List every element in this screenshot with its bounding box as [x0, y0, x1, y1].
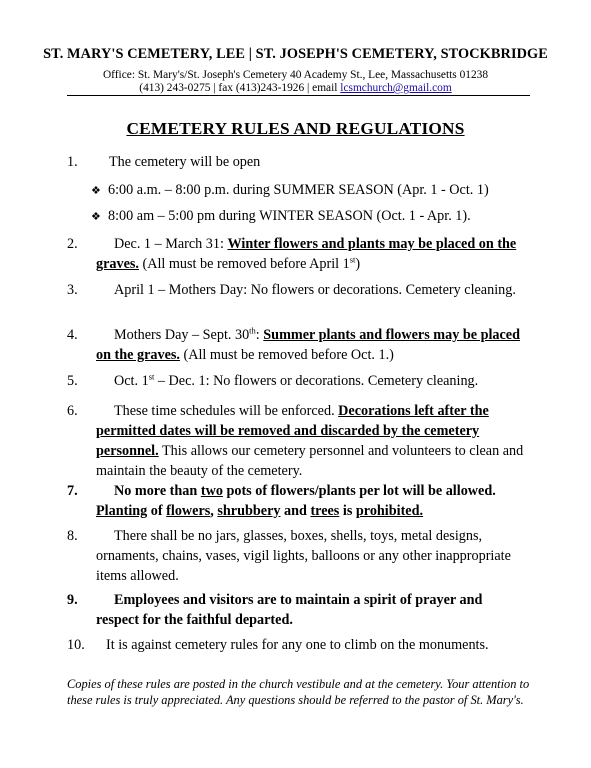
email-link[interactable]: lcsmchurch@gmail.com	[340, 82, 452, 94]
bullet-text: 6:00 a.m. – 8:00 p.m. during SUMMER SEASON (Apr. 1 - Oct. 1)	[108, 182, 489, 198]
phone-fax: (413) 243-0275 | fax (413)243-1926 | email	[139, 82, 341, 94]
rule-text: There shall be no jars, glasses, boxes, shells, toys, metal designs, ornaments, chains, vases, vigil lights, balloons or any other inappropriate items allowed.	[96, 528, 511, 584]
rule-number: 10.	[67, 637, 85, 653]
rule-number: 6.	[67, 403, 78, 419]
footer-note: Copies of these rules are posted in the church vestibule and at the cemetery. Your attention to these rules is truly appreciated. Any questions should be referred to the pastor of St. Mary's.	[67, 677, 530, 707]
document-title: CEMETERY RULES AND REGULATIONS	[126, 119, 465, 138]
diamond-bullet-icon: ❖	[91, 211, 101, 223]
rule-number: 7.	[67, 483, 78, 499]
rule-number: 9.	[67, 592, 78, 608]
rule-text: Oct. 1st – Dec. 1: No flowers or decorations. Cemetery cleaning.	[114, 371, 479, 389]
rule-text: Employees and visitors are to maintain a spirit of prayer and respect for the faithful departed.	[96, 592, 483, 628]
rule-text: No more than two pots of flowers/plants per lot will be allowed. Planting of flowers, shrubbery and trees is prohibited.	[96, 483, 496, 519]
rule-number: 1.	[67, 154, 78, 170]
contact-line	[0, 82, 591, 95]
rule-text: The cemetery will be open	[109, 154, 261, 170]
list-item	[91, 180, 489, 201]
rule-number: 2.	[67, 236, 78, 252]
header-divider	[67, 95, 530, 96]
diamond-bullet-icon: ❖	[91, 185, 101, 197]
rule-text: Dec. 1 – March 31: Winter flowers and plants may be placed on the graves. (All must be removed before April 1st)	[96, 236, 517, 272]
rule-text: Mothers Day – Sept. 30th: Summer plants and flowers may be placed on the graves. (All must be removed before Oct. 1.)	[96, 325, 520, 363]
rule-number: 3.	[67, 282, 78, 298]
list-item	[91, 206, 471, 227]
letterhead-title: ST. MARY'S CEMETERY, LEE | ST. JOSEPH'S CEMETERY, STOCKBRIDGE	[43, 46, 548, 62]
bullet-text: 8:00 am – 5:00 pm during WINTER SEASON (Oct. 1 - Apr. 1).	[108, 208, 471, 224]
office-address: Office: St. Mary's/St. Joseph's Cemetery 40 Academy St., Lee, Massachusetts 01238	[102, 69, 489, 81]
rule-text: April 1 – Mothers Day: No flowers or decorations. Cemetery cleaning.	[114, 282, 516, 298]
rule-number: 8.	[67, 528, 78, 544]
rule-number: 5.	[67, 373, 78, 389]
rule-number: 4.	[67, 327, 78, 343]
rule-text: These time schedules will be enforced. Decorations left after the permitted dates will be removed and discarded by the cemetery personnel. This allows our cemetery personnel and volunteers to clean and maintain the beauty of the cemetery.	[96, 403, 524, 479]
rule-text: It is against cemetery rules for any one to climb on the monuments.	[106, 637, 489, 653]
